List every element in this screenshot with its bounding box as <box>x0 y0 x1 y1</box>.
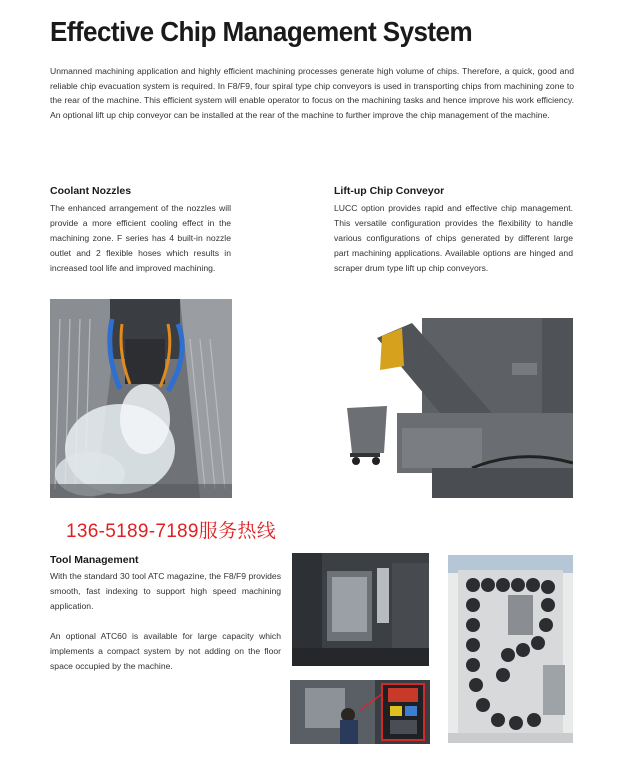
phone-hotline: 136-5189-7189服务热线 <box>66 521 276 542</box>
tool-magazine-photo <box>292 553 429 666</box>
operator-panel-photo <box>290 680 430 744</box>
tool-text-2: An optional ATC60 is available for large capacity which implements a compact system by not adding on the floor space occupied by the machine. <box>50 631 281 671</box>
coolant-nozzles-photo <box>50 299 232 498</box>
liftup-conveyor-photo <box>342 318 573 498</box>
tool-heading: Tool Management <box>50 554 139 566</box>
liftup-heading: Lift-up Chip Conveyor <box>334 185 445 197</box>
coolant-heading: Coolant Nozzles <box>50 185 132 197</box>
liftup-text: LUCC option provides rapid and effective chip management. This versatile configuration provides the flexibility to handle various configurations of chips generated by different large part machining applications. Available options are hinged and scraper drum type lift up chip conveyors. <box>334 203 573 273</box>
page-title: Effective Chip Management System <box>50 16 473 47</box>
tool-text-1: With the standard 30 tool ATC magazine, the F8/F9 provides smooth, fast indexing to support high speed machining application. <box>50 571 281 611</box>
intro-paragraph: Unmanned machining application and highly efficient machining processes generate high volume of chips. Therefore, a quick, good and reliable chip evacuation system is required. In F8/F9, four spiral type chip conveyors is used in transporting chips from machining zone to the rear of the machine. This efficient system will enable operator to focus on the machining tasks and hence improve his work efficiency. An optional lift up chip conveyor can be installed at the rear of the machine to further improve the chip management of the machine. <box>50 66 574 120</box>
atc-magazine-photo <box>448 555 573 743</box>
coolant-text: The enhanced arrangement of the nozzles will provide a more efficient cooling effect in the machining zone. F series has 4 built-in nozzle outlet and 2 flexible hoses which results in increased tool life and improved machining. <box>50 203 231 273</box>
